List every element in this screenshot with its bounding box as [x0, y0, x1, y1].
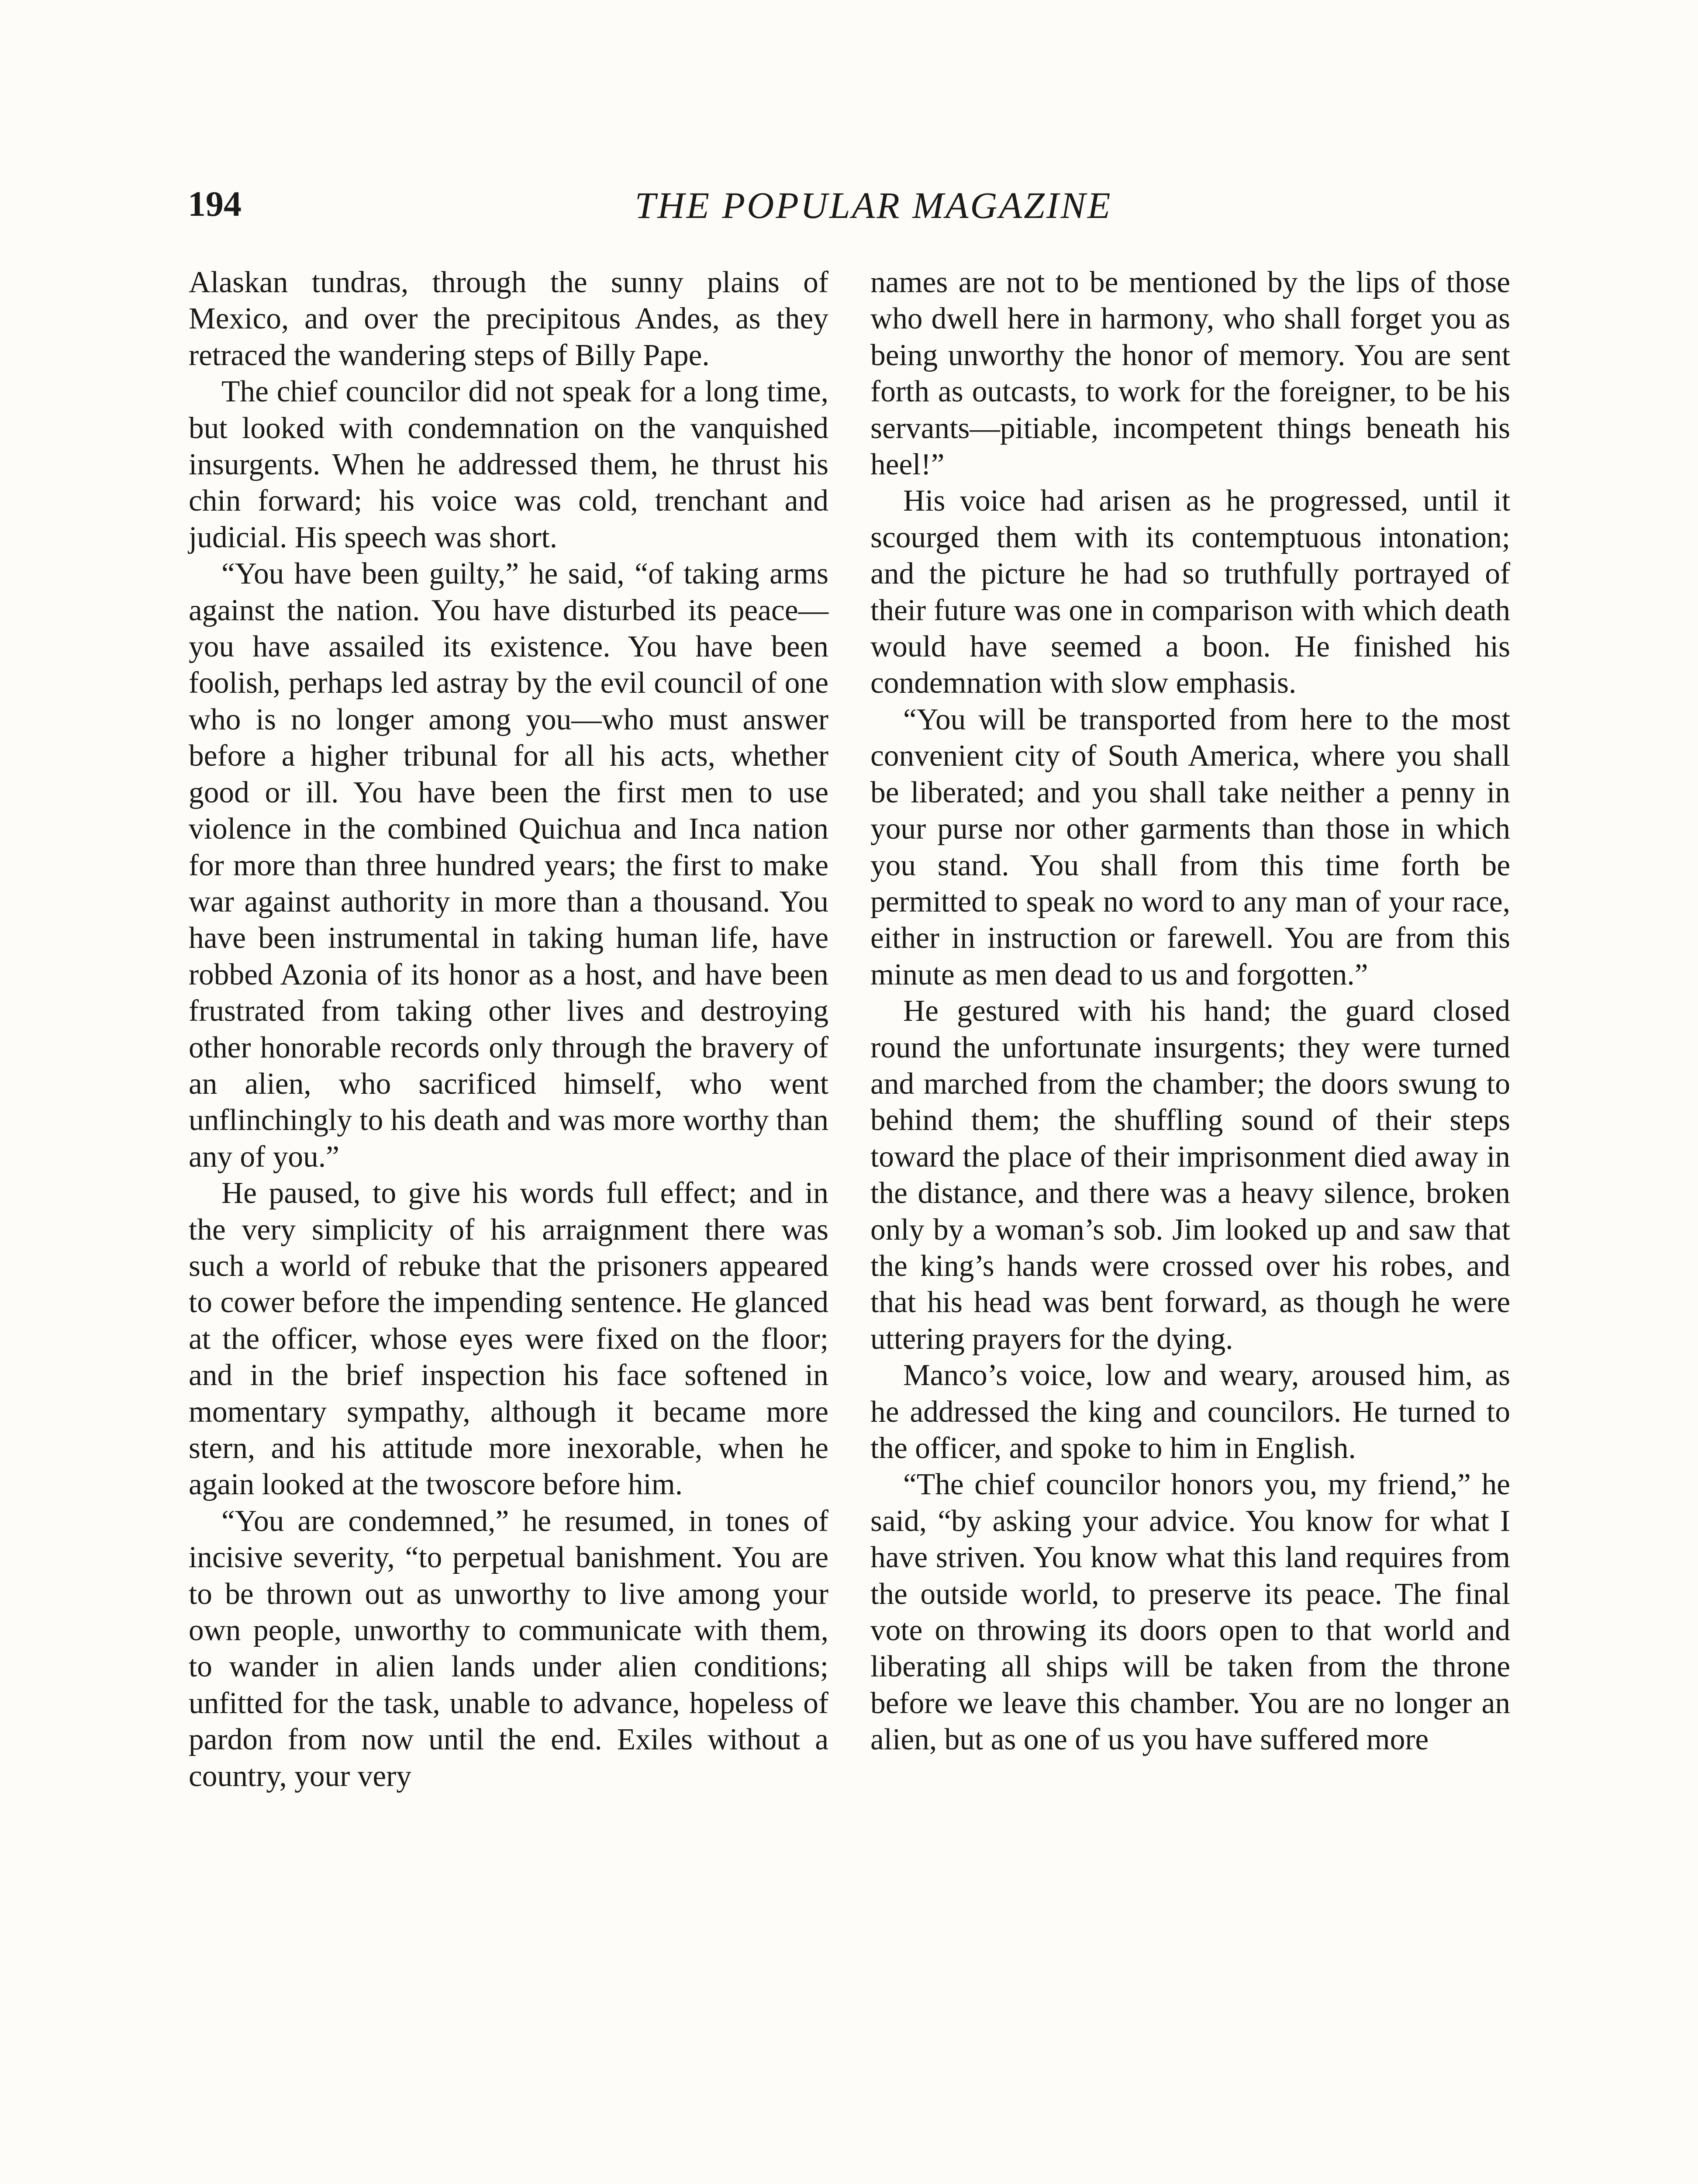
paragraph: “You are condemned,” he resumed, in tones of incisive severity, “to perpetual banishment. You are to be thrown out as unworthy to live among your own people, unworthy to communicate with them, to wander in alien lands under alien conditions; unfitted for the task, unable to advance, hopeless of pardon from now until the end. Exiles without a country, your very	[189, 1504, 828, 1793]
paragraph: Manco’s voice, low and weary, aroused him, as he addressed the king and councilors. He turned to the officer, and spoke to him in English.	[870, 1358, 1510, 1465]
paragraph: He gestured with his hand; the guard closed round the unfortunate insurgents; they were turned and marched from the chamber; the doors swung to behind them; the shuffling sound of their steps toward the place of their imprisonment died away in the distance, and there was a heavy silence, broken only by a woman’s sob. Jim looked up and saw that the king’s hands were crossed over his robes, and that his head was bent forward, as though he were uttering prayers for the dying.	[870, 994, 1510, 1356]
paragraph: His voice had arisen as he progressed, until it scourged them with its contemptuous intonation; and the picture he had so truthfully portrayed of their future was one in comparison with which death would have seemed a boon. He finished his condemnation with slow emphasis.	[870, 484, 1510, 700]
paragraph: Alaskan tundras, through the sunny plains of Mexico, and over the precipitous Andes, as they retraced the wandering steps of Billy Pape.	[189, 266, 828, 372]
paragraph: names are not to be mentioned by the lips of those who dwell here in harmony, who shall forget you as being unworthy the honor of memory. You are sent forth as outcasts, to work for the foreigner, to be his servants—pitiable, incompetent things beneath his heel!”	[870, 266, 1510, 482]
paragraph: The chief councilor did not speak for a long time, but looked with condemnation on the vanquished insurgents. When he addressed them, he thrust his chin forward; his voice was cold, trenchant and judicial. His speech was short.	[189, 375, 828, 554]
left-column	[189, 264, 828, 1794]
running-head: THE POPULAR MAGAZINE	[635, 184, 1112, 226]
paragraph: “The chief councilor honors you, my friend,” he said, “by asking your advice. You know for what I have striven. You know what this land requires from the outside world, to preserve its peace. The final vote on throwing its doors open to that world and liberating all ships will be taken from the throne before we leave this chamber. You are no longer an alien, but as one of us you have suffered more	[870, 1468, 1510, 1757]
paragraph: He paused, to give his words full effect; and in the very simplicity of his arraignment there was such a world of rebuke that the prisoners appeared to cower before the impending sentence. He glanced at the officer, whose eyes were fixed on the floor; and in the brief inspection his face softened in momentary sympathy, although it became more stern, and his attitude more inexorable, when he again looked at the twoscore before him.	[189, 1176, 828, 1502]
paragraph: “You will be transported from here to the most convenient city of South America, where you shall be liberated; and you shall take neither a penny in your purse nor other garments than those in which you stand. You shall from this time forth be permitted to speak no word to any man of your race, either in instruction or farewell. You are from this minute as men dead to us and forgotten.”	[870, 702, 1510, 992]
paragraph: “You have been guilty,” he said, “of taking arms against the nation. You have disturbed its peace—you have assailed its existence. You have been foolish, perhaps led astray by the evil council of one who is no longer among you—who must answer before a higher tribunal for all his acts, whether good or ill. You have been the first men to use violence in the combined Quichua and Inca nation for more than three hundred years; the first to make war against authority in more than a thousand. You have been instrumental in taking human life, have robbed Azonia of its honor as a host, and have been frustrated from taking other lives and destroying other honorable records only through the bravery of an alien, who sacrificed himself, who went unflinchingly to his death and was more worthy than any of you.”	[189, 557, 828, 1174]
right-column	[870, 264, 1510, 1758]
page-number: 194	[188, 184, 242, 224]
